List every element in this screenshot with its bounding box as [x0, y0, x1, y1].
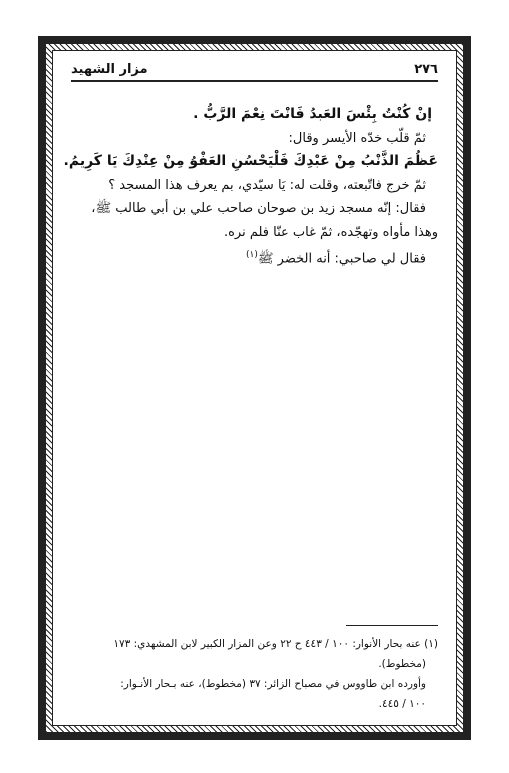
- footnote-line: (١) عنه بحار الأنوار: ١٠٠ / ٤٤٣ ح ٢٢ وعن المزار الكبير لابن المشهدي: ١٧٣: [113, 638, 438, 650]
- footnote-separator: [346, 625, 438, 626]
- text-line: وهذا مأواه وتهجّده، ثمّ غاب عنّا فلم نره.: [223, 224, 438, 240]
- header-title: مزار الشهيد: [71, 61, 148, 77]
- verse-line-1: إنْ كُنْتُ بِئْسَ العَبدُ فَانْتَ نِعْمَ الرَّبُّ .: [193, 106, 432, 122]
- text-line: ثمّ خرج فاتّبعته، وقلت له: يَا سيّدي، بم يعرف هذا المسجد ؟: [108, 177, 426, 193]
- footnote-line: (مخطوط).: [378, 658, 426, 670]
- page-content: [63, 51, 438, 725]
- text-line-content: فقال لي صاحبي: أنه الخضر ﷺ: [257, 251, 426, 267]
- text-line: فقال: إنّه مسجد زيد بن صوحان صاحب علي بن أبي طالب ﷺ،: [91, 201, 426, 216]
- page-number: ٢٧٦: [414, 61, 438, 77]
- running-header: [71, 58, 438, 82]
- footnote-line: ١٠٠ / ٤٤٥.: [378, 698, 426, 710]
- text-line-with-footnote-ref: [71, 244, 438, 271]
- footnotes: [71, 625, 438, 714]
- text-line: ثمّ قلّب خدّه الأيسر وقال:: [288, 130, 426, 146]
- verse-line-2: عَظُمَ الذَّنْبُ مِنْ عَبْدِكَ فَلْيَحْسُنِ العَفْوُ مِنْ عِنْدِكَ يَا كَرِيمُ.: [63, 153, 438, 169]
- footnote-line: وأورده ابن طاووس في مصباح الزائر: ٣٧ (مخطوط)، عنه بـحار الأنـوار:: [120, 678, 426, 690]
- footnote-reference: (١): [245, 250, 258, 260]
- main-text: [63, 103, 438, 271]
- ornamental-border: [38, 36, 471, 740]
- page-area: [52, 50, 457, 726]
